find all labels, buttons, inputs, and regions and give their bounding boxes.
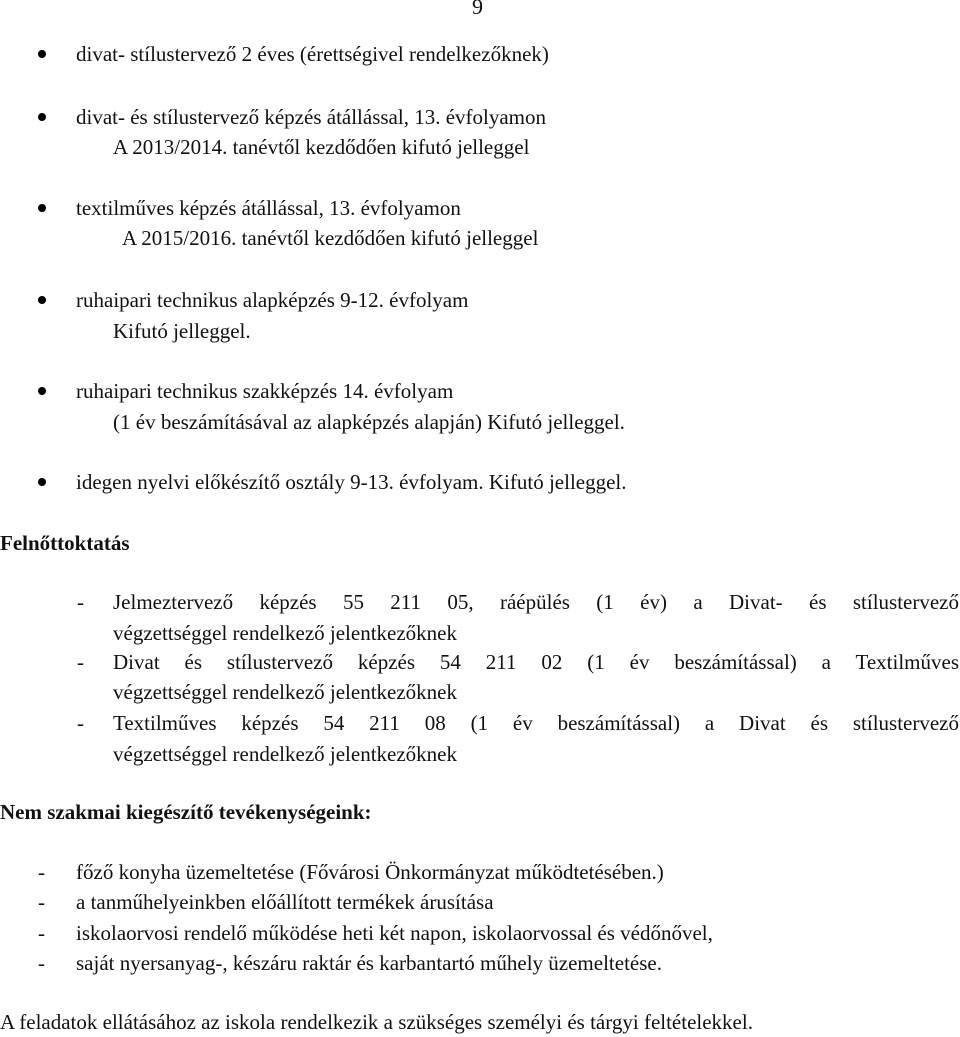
adult-education-heading: Felnőttoktatás xyxy=(0,531,130,555)
list-item: idegen nyelvi előkészítő osztály 9-13. évfolyam. Kifutó jelleggel. xyxy=(76,470,627,494)
bullet-icon xyxy=(38,296,46,304)
dash-marker: - xyxy=(38,860,45,884)
dash-marker: - xyxy=(38,951,45,975)
list-item-continuation: végzettséggel rendelkező jelentkezőknek xyxy=(113,742,457,766)
bullet-icon xyxy=(38,204,46,212)
bullet-icon xyxy=(38,387,46,395)
list-item: textilműves képzés átállással, 13. évfolyamon xyxy=(76,196,461,220)
dash-marker: - xyxy=(77,711,84,735)
dash-marker: - xyxy=(38,890,45,914)
list-item: Divat és stílustervező képzés 54 211 02 (1 év beszámítással) a Textilműves xyxy=(113,650,959,674)
nonprofessional-heading: Nem szakmai kiegészítő tevékenységeink: xyxy=(0,800,372,824)
list-item: a tanműhelyeinkben előállított termékek árusítása xyxy=(76,890,494,914)
list-item: ruhaipari technikus szakképzés 14. évfolyam xyxy=(76,379,454,403)
list-item-continuation: A 2015/2016. tanévtől kezdődően kifutó jelleggel xyxy=(122,226,539,250)
list-item-continuation: (1 év beszámításával az alapképzés alapján) Kifutó jelleggel. xyxy=(113,410,625,434)
bullet-icon xyxy=(38,50,46,58)
list-item-continuation: végzettséggel rendelkező jelentkezőknek xyxy=(113,621,457,645)
list-item-continuation: végzettséggel rendelkező jelentkezőknek xyxy=(113,680,457,704)
bullet-icon xyxy=(38,478,46,486)
list-item-continuation: A 2013/2014. tanévtől kezdődően kifutó jelleggel xyxy=(113,135,530,159)
list-item: saját nyersanyag-, készáru raktár és karbantartó műhely üzemeltetése. xyxy=(76,951,662,975)
bullet-icon xyxy=(38,113,46,121)
list-item: főző konyha üzemeltetése (Fővárosi Önkormányzat működtetésében.) xyxy=(76,860,664,884)
list-item: Jelmeztervező képzés 55 211 05, ráépülés (1 év) a Divat- és stílustervező xyxy=(113,590,959,614)
closing-sentence: A feladatok ellátásához az iskola rendelkezik a szükséges személyi és tárgyi feltételekkel. xyxy=(0,1010,753,1034)
list-item: ruhaipari technikus alapképzés 9-12. évfolyam xyxy=(76,288,469,312)
dash-marker: - xyxy=(38,921,45,945)
list-item: Textilműves képzés 54 211 08 (1 év beszámítással) a Divat és stílustervező xyxy=(113,711,959,735)
dash-marker: - xyxy=(77,590,84,614)
list-item: divat- és stílustervező képzés átállással, 13. évfolyamon xyxy=(76,105,547,129)
dash-marker: - xyxy=(77,650,84,674)
page-number: 9 xyxy=(472,0,483,19)
list-item-continuation: Kifutó jelleggel. xyxy=(113,319,251,343)
list-item: iskolaorvosi rendelő működése heti két napon, iskolaorvossal és védőnővel, xyxy=(76,921,713,945)
list-item: divat- stílustervező 2 éves (érettségivel rendelkezőknek) xyxy=(76,42,549,66)
